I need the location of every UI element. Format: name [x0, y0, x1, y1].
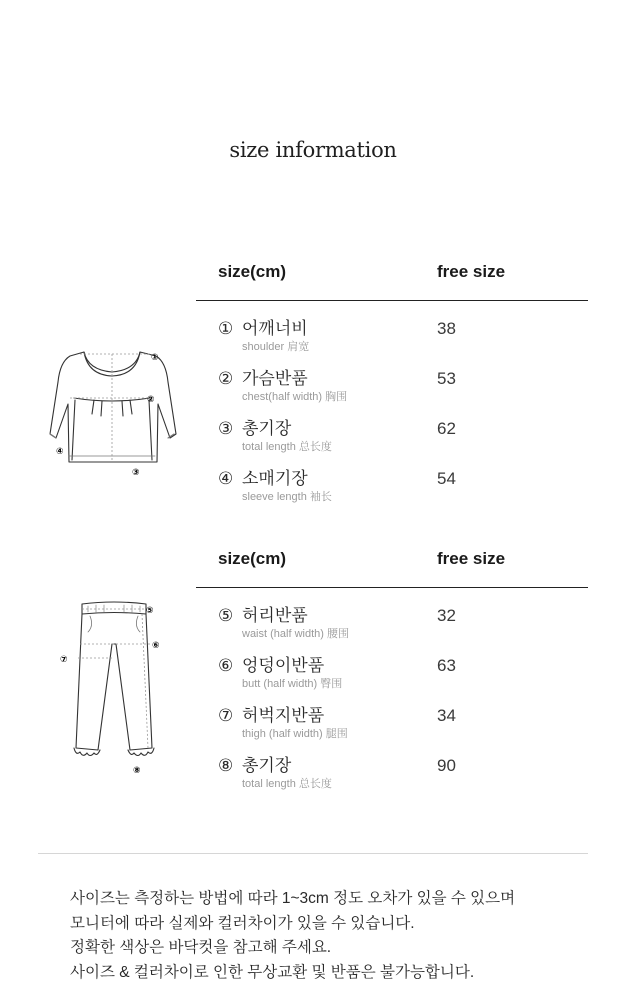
page-title: size information — [229, 138, 397, 162]
size-row — [218, 756, 456, 791]
row-label: 가슴반품 — [242, 369, 308, 388]
notes-block — [70, 887, 515, 985]
pants-illustration — [66, 600, 166, 770]
row-sublabel: chest(half width) 胸围 — [242, 391, 348, 403]
row-number: ⑤ — [218, 606, 234, 625]
row-number: ② — [218, 369, 234, 388]
row-sublabel: sleeve length 袖长 — [242, 491, 332, 503]
svg-text:⑦: ⑦ — [60, 655, 68, 665]
notes-divider — [38, 853, 588, 854]
svg-text:①: ① — [151, 353, 159, 363]
row-sublabel: thigh (half width) 腿围 — [242, 728, 348, 740]
free-size-column-header: free size — [437, 549, 506, 568]
note-line: 모니터에 따라 실제와 컬러차이가 있을 수 있습니다. — [70, 914, 415, 932]
row-label: 허벅지반품 — [242, 706, 325, 725]
row-value: 90 — [437, 756, 456, 775]
row-value: 62 — [437, 419, 456, 438]
row-value: 34 — [437, 706, 456, 725]
header-rule — [196, 587, 588, 588]
row-value: 32 — [437, 606, 456, 625]
header-rule — [196, 300, 588, 301]
label-7-icon — [59, 650, 75, 666]
note-line: 사이즈 & 컬러차이로 인한 무상교환 및 반품은 불가능합니다. — [70, 963, 475, 981]
free-size-column-header: free size — [437, 262, 506, 281]
size-row — [218, 469, 456, 504]
row-value: 53 — [437, 369, 456, 388]
size-row — [218, 369, 456, 404]
row-label: 총기장 — [242, 419, 292, 438]
row-number: ③ — [218, 419, 234, 438]
svg-text:⑥: ⑥ — [152, 641, 160, 651]
svg-text:③: ③ — [132, 468, 140, 478]
row-number: ⑧ — [218, 756, 234, 775]
svg-text:⑤: ⑤ — [146, 606, 154, 616]
label-2-icon — [146, 390, 162, 406]
size-row — [218, 606, 456, 641]
label-1-icon — [150, 348, 166, 364]
row-sublabel: total length 总长度 — [242, 441, 332, 453]
row-number: ④ — [218, 469, 234, 488]
row-label: 엉덩이반품 — [242, 656, 325, 675]
row-sublabel: total length 总长度 — [242, 778, 332, 790]
row-sublabel: butt (half width) 臀围 — [242, 678, 343, 690]
row-value: 54 — [437, 469, 456, 488]
size-row — [218, 319, 456, 354]
size-row — [218, 706, 456, 741]
size-column-header: size(cm) — [218, 262, 287, 281]
label-5-icon — [145, 601, 161, 617]
row-sublabel: shoulder 肩宽 — [242, 341, 310, 353]
row-number: ⑥ — [218, 656, 234, 675]
svg-text:②: ② — [147, 395, 155, 405]
row-label: 허리반품 — [242, 606, 308, 625]
size-column-header: size(cm) — [218, 549, 287, 568]
row-value: 63 — [437, 656, 456, 675]
row-number: ① — [218, 319, 234, 338]
row-label: 총기장 — [242, 756, 292, 775]
label-3-icon — [131, 463, 147, 479]
row-number: ⑦ — [218, 706, 234, 725]
note-line: 사이즈는 측정하는 방법에 따라 1~3cm 정도 오차가 있을 수 있으며 — [70, 890, 516, 907]
row-label: 어깨너비 — [242, 319, 308, 338]
label-6-icon — [151, 636, 167, 652]
row-value: 38 — [437, 319, 456, 338]
row-label: 소매기장 — [242, 469, 308, 488]
row-sublabel: waist (half width) 腰围 — [242, 628, 349, 640]
size-row — [218, 419, 456, 454]
label-8-icon — [132, 761, 148, 777]
svg-text:⑧: ⑧ — [133, 766, 141, 776]
size-row — [218, 656, 456, 691]
svg-text:④: ④ — [56, 447, 64, 457]
note-line: 정확한 색상은 바닥컷을 참고해 주세요. — [70, 939, 332, 956]
label-4-icon — [55, 442, 71, 458]
